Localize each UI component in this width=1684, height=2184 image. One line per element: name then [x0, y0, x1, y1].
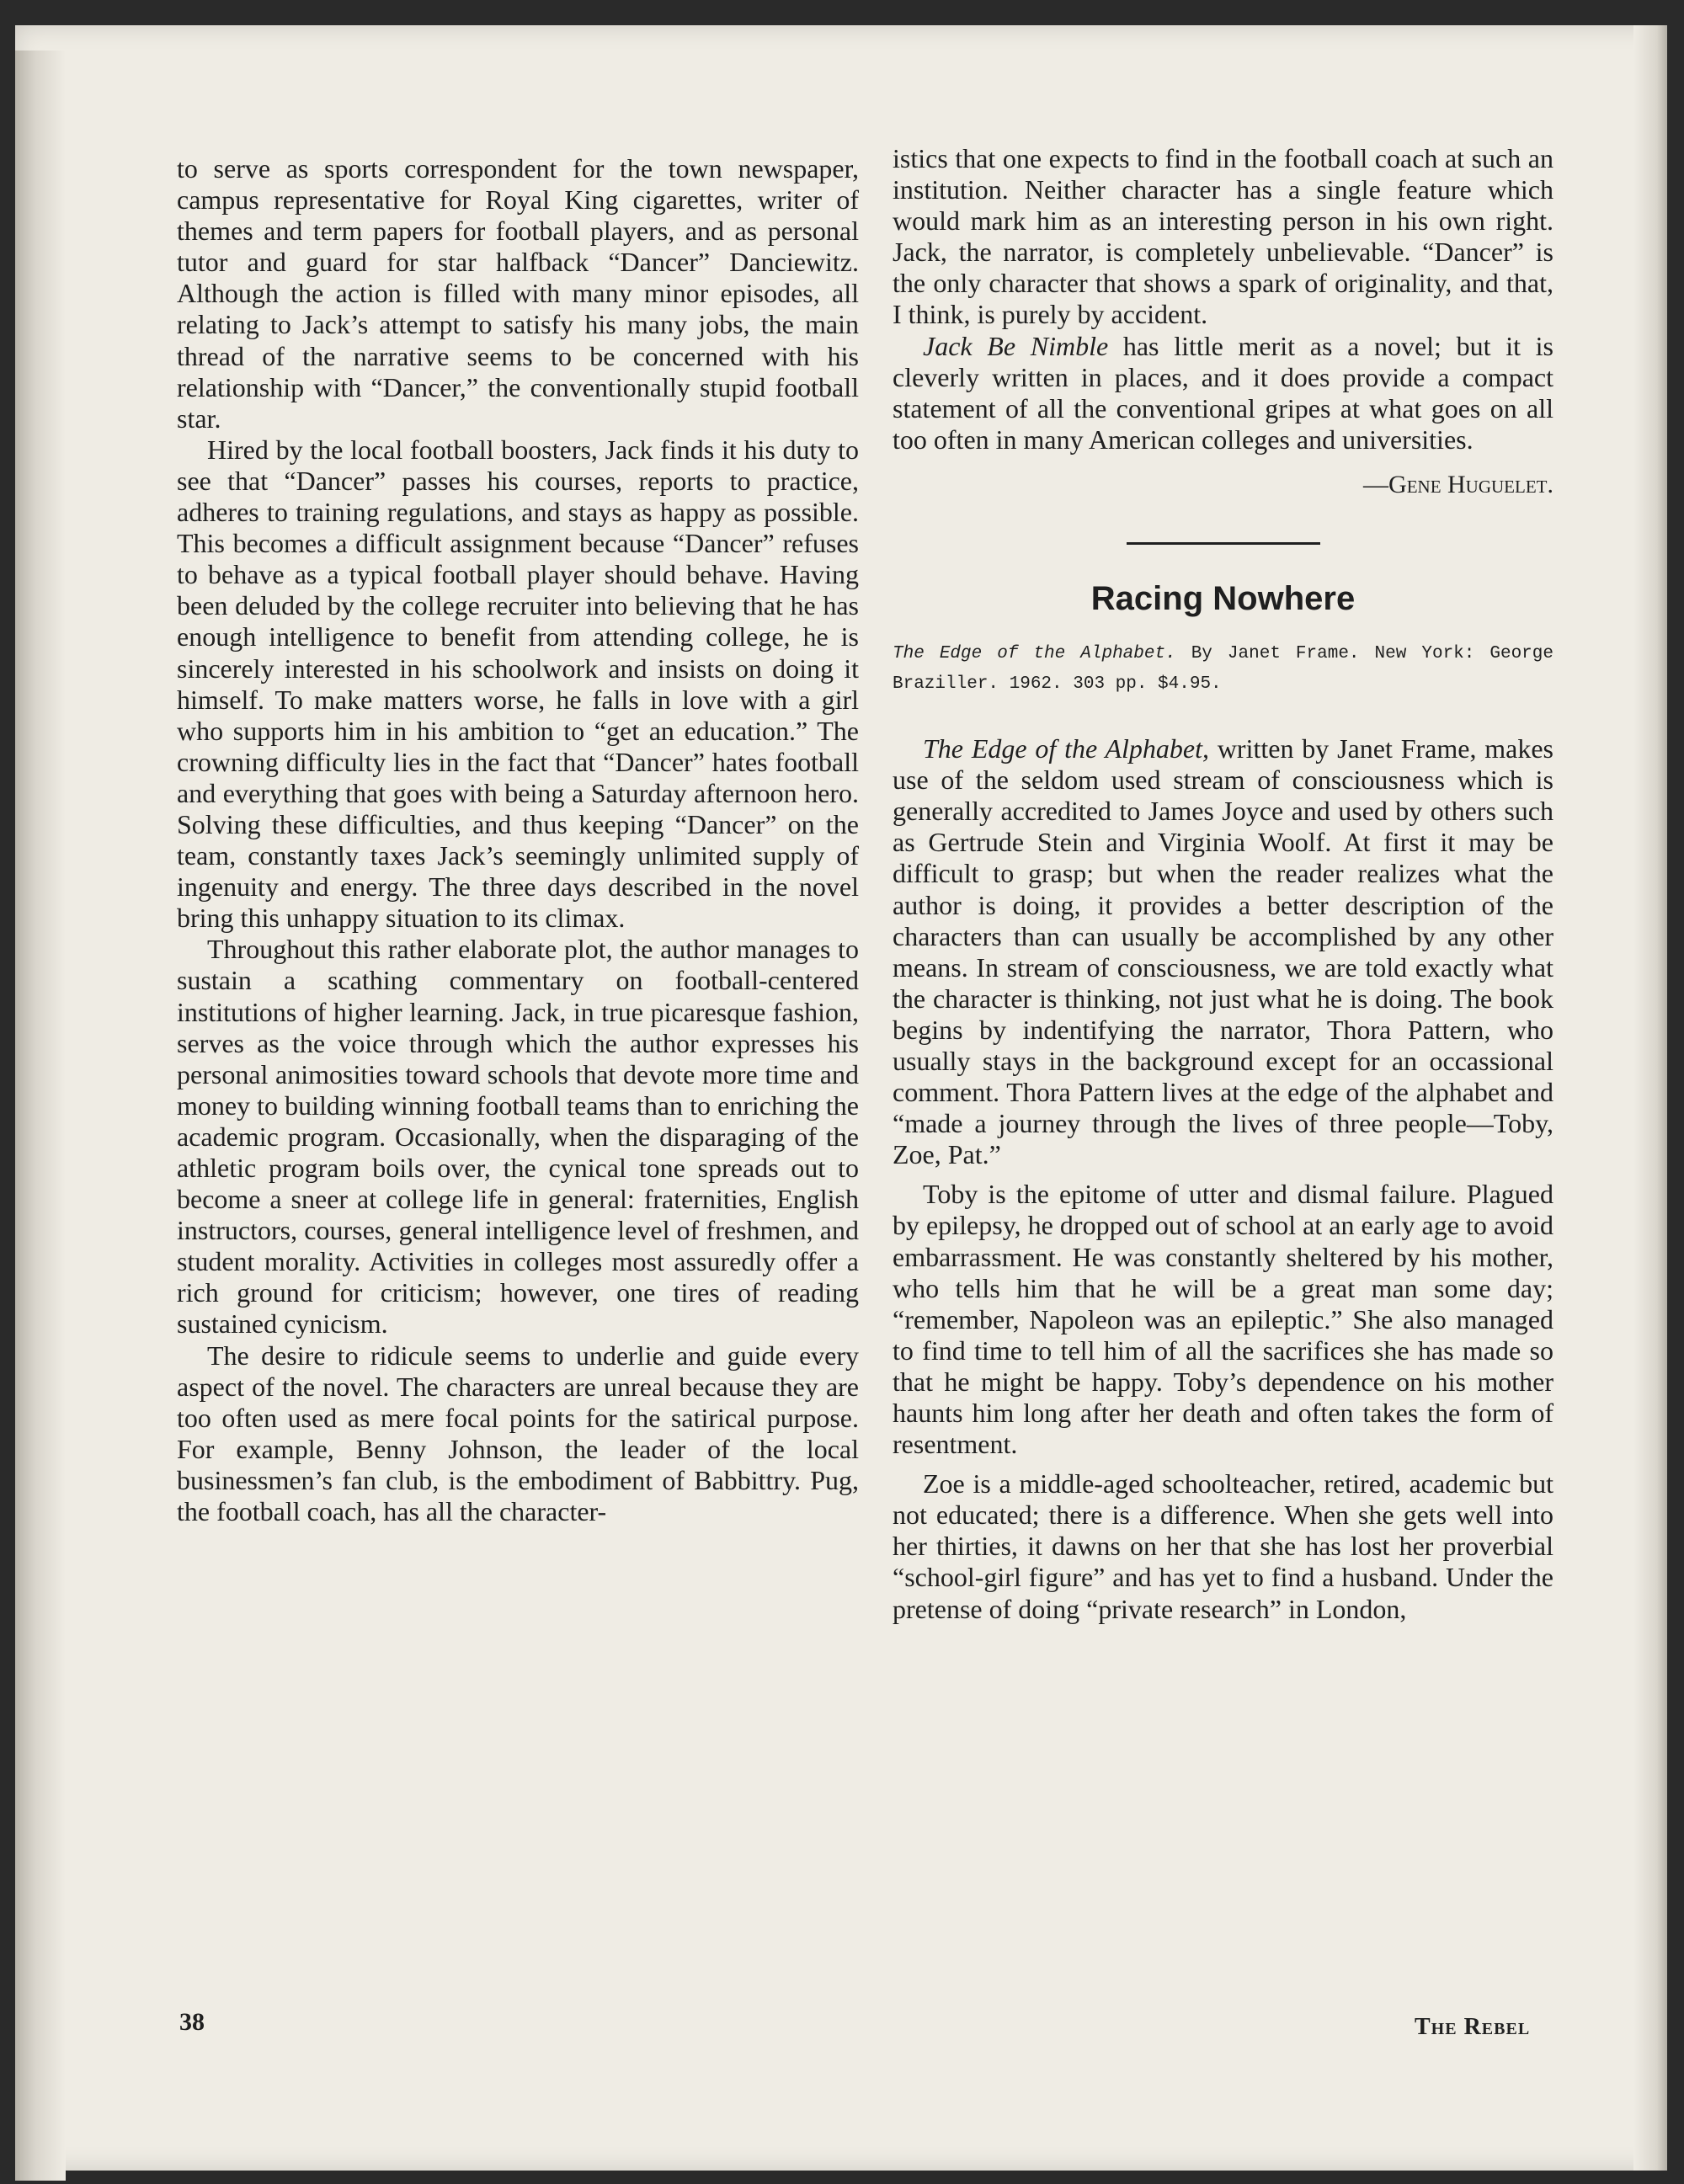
right-paragraph-5: Zoe is a middle-aged schoolteacher, retired, academic but not educated; there is a difference. When she gets well into her thirties, it dawns on her that she has lost her proverbial “school-girl figure” and has yet to find a husband. Under the pretense of doing “private research” in London,: [893, 1468, 1553, 1624]
bib-details: By Janet Frame. New York: George Braziller. 1962. 303 pp. $4.95.: [893, 644, 1553, 695]
review-byline: —Gene Huguelet.: [1363, 470, 1553, 498]
book-title-edge-of-alphabet: The Edge of the Alphabet,: [923, 733, 1209, 764]
book-title-jack-be-nimble: Jack Be Nimble: [923, 330, 1109, 361]
page-number: 38: [179, 2008, 205, 2036]
right-paragraph-3: [893, 733, 1553, 1170]
left-paragraph-1: to serve as sports correspondent for the town newspaper, campus representative for Royal King cigarettes, writer of themes and term papers for football players, and as personal tutor and guard for star halfback “Dancer” Danciewitz. Although the action is filled with many minor episodes, all relating to Jack’s attempt to satisfy his many jobs, the main thread of the narrative seems to be concerned with his relationship with “Dancer,” the conventionally stupid football star.: [177, 153, 859, 434]
right-paragraph-3-text: written by Janet Frame, makes use of the seldom used stream of consciousness which is generally accredited to James Joyce and used by others such as Gertrude Stein and Virginia Woolf. At first it may be difficult to grasp; but when the reader realizes what the author is doing, it provides a better description of the characters than can usually be accomplished by any other means. In stream of consciousness, we are told exactly what the character is thinking, not just what he is doing. The book begins by indentifying the narrator, Thora Pattern, who usually stays in the background except for an occassional comment. Thora Pattern lives at the edge of the alphabet and “made a journey through the lives of three people—Toby, Zoe, Pat.”: [893, 733, 1554, 1170]
left-paragraph-4: The desire to ridicule seems to underlie and guide every aspect of the novel. The characters are unreal because they are too often used as mere focal points for the satirical purpose. For example, Benny Johnson, the leader of the local businessmen’s fan club, is the embodiment of Babbittry. Pug, the football coach, has all the character-: [177, 1340, 859, 1527]
right-paragraph-1: istics that one expects to find in the football coach at such an institution. Neither character has a single feature which would mark him as an interesting person in his own right. Jack, the narrator, is completely unbelievable. “Dancer” is the only character that shows a spark of originality, and that, I think, is purely by accident.: [893, 143, 1553, 330]
left-paragraph-2: Hired by the local football boosters, Jack finds it his duty to see that “Dancer” passes his courses, reports to practice, adheres to training regulations, and stays as happy as possible. This becomes a difficult assignment because “Dancer” refuses to behave as a typical football player should behave. Having been deluded by the college recruiter into believing that he has enough intelligence to benefit from attending college, he is sincerely interested in his schoolwork and insists on doing it himself. To make matters worse, he falls in love with a girl who supports him in his ambition to “get an education.” The crowning difficulty lies in the fact that “Dancer” hates football and everything that goes with being a Saturday afternoon hero. Solving these difficulties, and thus keeping “Dancer” on the team, constantly taxes Jack’s seemingly unlimited supply of ingenuity and energy. The three days described in the novel bring this unhappy situation to its climax.: [177, 434, 859, 934]
publication-name: The Rebel: [1415, 2014, 1531, 2040]
left-column: [177, 153, 859, 1527]
review-title: Racing Nowhere: [1090, 580, 1356, 618]
bibliographic-line: [893, 639, 1553, 700]
left-paragraph-3: Throughout this rather elaborate plot, the author manages to sustain a scathing commentary on football-centered institutions of higher learning. Jack, in true picaresque fashion, serves as the voice through which the author expresses his personal animosities toward schools that devote more time and money to building winning football teams than to enriching the academic program. Occasionally, when the disparaging of the athletic program boils over, the cynical tone spreads out to become a sneer at college life in general: fraternities, English instructors, courses, general intelligence level of freshmen, and student morality. Activities in colleges most assuredly offer a rich ground for criticism; however, one tires of reading sustained cynicism.: [177, 934, 859, 1340]
section-divider: [1127, 542, 1320, 545]
right-column: [893, 143, 1553, 1625]
page-edge-shadow: [1633, 25, 1667, 2171]
right-paragraph-2-text: has little merit as a novel; but it is cleverly written in places, and it does provide a compact statement of all the conventional gripes at what goes on all too often in many American colleges and universities.: [893, 330, 1554, 455]
bib-book-title: The Edge of the Alphabet.: [893, 644, 1176, 664]
page-binding-shadow: [15, 51, 66, 2181]
right-paragraph-2: [893, 331, 1553, 455]
right-paragraph-4: Toby is the epitome of utter and dismal failure. Plagued by epilepsy, he dropped out of school at an early age to avoid embarrassment. He was constantly sheltered by his mother, who tells him that he will be a great man some day; “remember, Napoleon was an epileptic.” She also managed to find time to tell him of all the sacrifices she has made so that he might be happy. Toby’s dependence on his mother haunts him long after her death and often takes the form of resentment.: [893, 1179, 1553, 1460]
